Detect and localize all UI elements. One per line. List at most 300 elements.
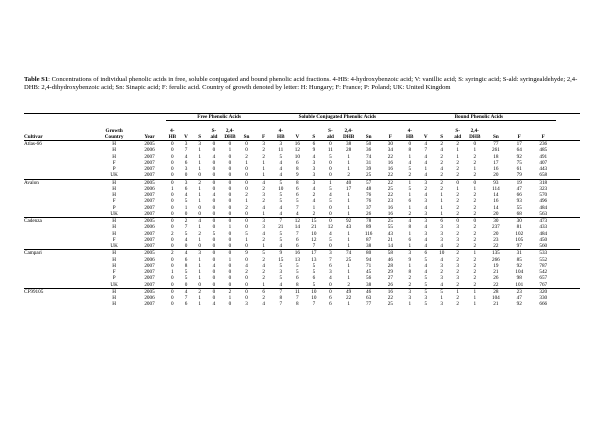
bound-value-cell: 4: [440, 243, 443, 249]
country-cell: F: [112, 159, 116, 166]
bound-value-cell: 787: [539, 262, 548, 269]
soluble-value-cell: 1: [347, 210, 350, 217]
bound-value-cell: 318: [531, 179, 556, 186]
soluble-value-cell: 10: [306, 288, 322, 295]
free-value-cell: 0: [171, 210, 174, 217]
soluble-value-cell: 3: [312, 159, 316, 166]
soluble-value-cell: 1: [347, 243, 350, 249]
bound-value-cell: 2: [456, 243, 459, 249]
soluble-value-cell: 9: [296, 172, 299, 179]
trailing-cell: [556, 172, 580, 179]
bound-value-cell: 5: [424, 281, 428, 288]
year-cell: 2007: [144, 243, 155, 249]
soluble-value-cell: 76: [366, 198, 372, 205]
free-value-cell: 0: [212, 159, 216, 166]
soluble-value-cell: 2: [347, 172, 350, 179]
bound-value-cell: 8: [408, 224, 412, 231]
free-value-cell: 0: [228, 153, 232, 160]
free-value-cell: 1: [198, 275, 202, 282]
soluble-value-cell: 7: [329, 256, 332, 263]
soluble-value-cell: 12: [294, 147, 300, 154]
bound-value-cell: 22: [493, 281, 499, 288]
bound-value-cell: 3: [440, 230, 443, 237]
bound-value-cell: 323: [539, 185, 548, 192]
free-value-cell: 0: [228, 166, 232, 172]
soluble-value-cell: 21: [278, 224, 284, 231]
year-cell: 2007: [144, 204, 155, 211]
soluble-value-cell: 3: [312, 166, 316, 172]
soluble-value-cell: 10: [278, 185, 284, 192]
soluble-value-cell: 5: [312, 269, 316, 275]
free-value-cell: 0: [171, 301, 174, 308]
bound-value-cell: 552: [539, 256, 548, 263]
soluble-value-cell: 9: [312, 147, 316, 154]
free-value-cell: 0: [245, 141, 248, 147]
free-value-cell: 5: [245, 230, 248, 237]
free-value-cell: 0: [171, 141, 174, 147]
bound-value-cell: 3: [440, 301, 443, 308]
country-cell: UK: [110, 281, 118, 288]
free-value-cell: 0: [212, 166, 216, 172]
free-value-cell: 1: [198, 153, 202, 160]
bound-value-cell: 20: [493, 230, 499, 237]
soluble-value-cell: 3: [329, 269, 332, 275]
bound-value-cell: 1: [440, 192, 443, 198]
soluble-value-cell: 92: [339, 218, 358, 225]
bound-value-cell: 16: [493, 166, 499, 172]
free-value-cell: 5: [184, 275, 188, 282]
free-value-cell: 0: [228, 172, 232, 179]
table-row: [24, 282, 580, 289]
bound-value-cell: 433: [539, 224, 548, 231]
free-value-cell: 4: [254, 179, 272, 186]
bound-value-cell: 17: [516, 141, 522, 147]
free-value-cell: 4: [212, 192, 216, 198]
free-value-cell: 6: [254, 288, 272, 295]
free-value-cell: 0: [212, 224, 216, 231]
bound-value-cell: 26: [493, 275, 499, 282]
free-value-cell: 1: [228, 147, 232, 154]
cultivar-cell: CF99105: [24, 288, 95, 295]
column-header-bottom-row: [24, 134, 580, 141]
bound-value-cell: 542: [539, 269, 548, 275]
bound-value-cell: 4: [408, 159, 412, 166]
trailing-cell: [556, 250, 580, 257]
table-row: [24, 288, 580, 295]
soluble-value-cell: 1: [347, 166, 350, 172]
soluble-value-cell: 11: [289, 288, 306, 295]
free-value-cell: 0: [207, 288, 222, 295]
country-cell: F: [112, 269, 116, 275]
free-value-cell: 1: [245, 236, 248, 243]
free-value-cell: 0: [171, 236, 174, 243]
bound-acid-header-top: 2,4-: [470, 127, 479, 134]
bound-value-cell: 2: [456, 256, 459, 263]
soluble-value-cell: 8: [289, 179, 306, 186]
soluble-value-cell: 11: [278, 147, 284, 154]
bound-value-cell: 28: [484, 288, 508, 295]
bound-value-cell: 3: [424, 230, 428, 237]
free-value-cell: 0: [212, 210, 216, 217]
free-value-cell: 0: [221, 250, 238, 257]
soluble-value-cell: 5: [329, 153, 332, 160]
bound-value-cell: 102: [515, 230, 524, 237]
cultivar-cell: [24, 243, 95, 250]
bound-value-cell: 8: [408, 147, 412, 154]
soluble-value-cell: 16: [387, 166, 393, 172]
bound-value-cell: 237: [491, 224, 500, 231]
free-value-cell: 0: [212, 198, 216, 205]
soluble-value-cell: 5: [312, 281, 316, 288]
free-value-cell: 5: [184, 230, 188, 237]
free-value-cell: 0: [228, 210, 232, 217]
soluble-value-cell: 21: [311, 224, 317, 231]
bound-value-cell: 104: [515, 269, 524, 275]
bound-value-cell: 1: [450, 288, 466, 295]
soluble-acid-header-bottom: F: [379, 134, 402, 141]
free-value-cell: 0: [228, 192, 232, 198]
free-value-cell: 2: [262, 198, 265, 205]
bound-value-cell: 3: [402, 288, 418, 295]
soluble-value-cell: 1: [347, 269, 350, 275]
trailing-cell: [556, 301, 580, 307]
bound-value-cell: 0: [473, 141, 477, 147]
bound-value-cell: 16: [493, 198, 499, 205]
bound-value-cell: 0: [408, 141, 412, 147]
free-value-cell: 4: [179, 250, 193, 257]
free-value-cell: 5: [254, 250, 272, 257]
soluble-value-cell: 4: [279, 243, 283, 249]
bound-value-cell: 2: [473, 204, 477, 211]
soluble-value-cell: 21: [387, 236, 393, 243]
free-value-cell: 0: [171, 256, 174, 263]
free-value-cell: 0: [228, 262, 232, 269]
bound-value-cell: 1: [473, 185, 477, 192]
free-value-cell: 0: [198, 243, 202, 249]
soluble-value-cell: 77: [366, 301, 372, 308]
soluble-value-cell: 7: [279, 301, 283, 308]
free-value-cell: 2: [245, 204, 248, 211]
free-value-cell: 2: [245, 192, 248, 198]
free-value-cell: 1: [262, 210, 265, 217]
soluble-value-cell: 6: [296, 236, 299, 243]
free-value-cell: 1: [228, 295, 232, 301]
bound-value-cell: 2: [450, 250, 466, 257]
free-value-cell: 0: [171, 198, 174, 205]
year-cell: 2007: [144, 275, 155, 282]
country-cell: H: [95, 250, 134, 257]
soluble-value-cell: 15: [278, 256, 284, 263]
soluble-value-cell: 17: [346, 185, 352, 192]
bound-value-cell: 2: [408, 172, 412, 179]
bound-value-cell: 135: [484, 250, 508, 257]
free-value-cell: 2: [179, 218, 193, 225]
cultivar-cell: Cadenza: [24, 218, 95, 225]
soluble-value-cell: 4: [279, 166, 283, 172]
soluble-value-cell: 29: [387, 269, 393, 275]
bound-value-cell: 3: [456, 224, 459, 231]
bound-value-cell: 20: [493, 210, 499, 217]
bound-value-cell: 1: [408, 301, 412, 308]
free-value-cell: 1: [262, 243, 265, 249]
bound-value-cell: 2: [473, 269, 477, 275]
soluble-acid-header-top: 4-: [278, 127, 283, 134]
bound-value-cell: 2: [408, 281, 412, 288]
free-value-cell: 0: [171, 262, 174, 269]
year-cell: 2006: [144, 224, 155, 231]
bound-value-cell: 23: [493, 236, 499, 243]
free-value-cell: 0: [184, 281, 188, 288]
cultivar-cell: [24, 211, 95, 218]
soluble-value-cell: 5: [279, 236, 283, 243]
bound-value-cell: 3: [456, 236, 459, 243]
bound-value-cell: 4: [440, 281, 443, 288]
free-value-cell: 1: [198, 192, 202, 198]
bound-value-cell: 1: [408, 153, 412, 160]
country-cell: H: [95, 179, 134, 186]
year-cell: 2007: [144, 153, 155, 160]
soluble-value-cell: 48: [366, 185, 372, 192]
bound-value-cell: 1: [473, 301, 477, 308]
bound-value-cell: 6: [408, 236, 412, 243]
free-value-cell: 1: [245, 159, 248, 166]
bound-value-cell: 3: [424, 210, 428, 217]
bound-value-cell: 19: [493, 262, 499, 269]
bound-value-cell: 5: [418, 288, 434, 295]
bound-value-cell: 2: [473, 281, 477, 288]
bound-value-cell: 2: [456, 141, 459, 147]
bound-value-cell: 10: [434, 250, 450, 257]
bound-value-cell: 4: [440, 256, 443, 263]
soluble-value-cell: 26: [366, 210, 372, 217]
bound-value-cell: 1: [424, 166, 428, 172]
bound-value-cell: 1: [473, 147, 477, 154]
bound-value-cell: 2: [456, 295, 459, 301]
soluble-acid-header-top: S-: [328, 127, 333, 134]
bound-value-cell: 1: [440, 198, 443, 205]
free-value-cell: 6: [184, 159, 188, 166]
soluble-value-cell: 6: [329, 262, 332, 269]
soluble-value-cell: 27: [387, 275, 393, 282]
bound-value-cell: 1: [402, 179, 418, 186]
bound-value-cell: 101: [515, 281, 524, 288]
soluble-value-cell: 11: [327, 147, 333, 154]
bound-value-cell: 9: [408, 256, 412, 263]
year-cell: 2006: [144, 185, 155, 192]
bound-value-cell: 93: [484, 179, 508, 186]
bound-value-cell: 5: [424, 256, 428, 263]
trailing-cell: [556, 141, 580, 148]
soluble-value-cell: 16: [294, 141, 300, 147]
header-spacer: [24, 121, 580, 128]
soluble-value-cell: 0: [329, 243, 332, 249]
free-value-cell: 1: [198, 166, 202, 172]
soluble-value-cell: 25: [387, 185, 393, 192]
bound-value-cell: 443: [539, 166, 548, 172]
table-row: [24, 141, 580, 148]
free-value-cell: 1: [198, 185, 202, 192]
bound-value-cell: 4: [424, 224, 428, 231]
free-value-cell: 1: [262, 166, 265, 172]
soluble-acid-header-bottom: Sn: [358, 134, 379, 141]
country-cell: H: [112, 185, 117, 192]
group-header-bound: Bound Phenolic Acids: [402, 114, 556, 121]
free-value-cell: 1: [228, 256, 232, 263]
year-cell: 2007: [144, 230, 155, 237]
bound-value-cell: 18: [493, 153, 499, 160]
bound-value-cell: 3: [424, 198, 428, 205]
soluble-value-cell: 4: [329, 230, 332, 237]
soluble-value-cell: 6: [312, 275, 316, 282]
bound-value-cell: 4: [402, 218, 418, 225]
bound-value-cell: 407: [539, 159, 548, 166]
soluble-value-cell: 74: [366, 153, 372, 160]
free-value-cell: 2: [262, 275, 265, 282]
soluble-value-cell: 0: [322, 218, 339, 225]
free-value-cell: 0: [198, 204, 202, 211]
soluble-value-cell: 1: [347, 301, 350, 308]
soluble-value-cell: 7: [273, 218, 289, 225]
bound-acid-header-bottom: ald: [450, 134, 466, 141]
bound-value-cell: 0: [466, 218, 484, 225]
free-value-cell: 0: [212, 185, 216, 192]
free-value-cell: 3: [262, 224, 265, 231]
country-cell: UK: [110, 172, 118, 179]
soluble-value-cell: 6: [312, 141, 316, 147]
free-value-cell: 2: [262, 153, 265, 160]
soluble-value-cell: 5: [279, 153, 283, 160]
soluble-value-cell: 74: [339, 250, 358, 257]
soluble-value-cell: 8: [296, 301, 299, 308]
soluble-value-cell: 0: [329, 141, 332, 147]
soluble-value-cell: 0: [329, 172, 332, 179]
free-value-cell: 0: [228, 198, 232, 205]
bound-value-cell: 2: [473, 236, 477, 243]
bound-value-cell: 104: [491, 295, 500, 301]
bound-value-cell: 92: [516, 301, 522, 308]
free-acid-header-top: S-: [211, 127, 217, 134]
free-value-cell: 0: [239, 218, 255, 225]
soluble-value-cell: 6: [296, 192, 299, 198]
free-value-cell: 0: [228, 230, 232, 237]
bound-value-cell: 484: [539, 204, 548, 211]
bound-value-cell: 473: [531, 218, 556, 225]
soluble-value-cell: 10: [311, 230, 317, 237]
bound-value-cell: 2: [456, 281, 459, 288]
cultivar-cell: [24, 282, 95, 289]
soluble-value-cell: 56: [366, 275, 372, 282]
bound-value-cell: 114: [492, 185, 500, 192]
bound-value-cell: 92: [516, 262, 522, 269]
free-value-cell: 0: [171, 224, 174, 231]
free-value-cell: 3: [184, 141, 188, 147]
bound-value-cell: 236: [539, 141, 548, 147]
table-row: [24, 218, 580, 225]
bound-value-cell: 2: [473, 198, 477, 205]
soluble-value-cell: 46: [387, 256, 393, 263]
soluble-value-cell: 50: [366, 141, 372, 147]
bound-value-cell: 30: [508, 218, 531, 225]
year-cell: 2007: [144, 210, 155, 217]
bound-value-cell: 23: [508, 288, 531, 295]
year-cell: 2007: [144, 172, 155, 179]
soluble-value-cell: 6: [296, 275, 299, 282]
bound-value-cell: 1: [440, 210, 443, 217]
table-body: [24, 141, 580, 308]
bound-value-cell: 570: [539, 192, 548, 198]
bound-value-cell: 3: [424, 295, 428, 301]
cultivar-cell: [24, 172, 95, 179]
bound-value-cell: 79: [516, 172, 522, 179]
soluble-value-cell: 38: [346, 141, 352, 147]
free-value-cell: 0: [207, 218, 222, 225]
soluble-value-cell: 55: [387, 224, 393, 231]
bound-value-cell: 4: [424, 204, 428, 211]
bound-value-cell: 5: [408, 185, 412, 192]
soluble-value-cell: 4: [312, 198, 316, 205]
bound-value-cell: 2: [434, 179, 450, 186]
free-value-cell: 0: [221, 218, 238, 225]
bound-acid-header-bottom: V: [418, 134, 434, 141]
free-value-cell: 2: [198, 230, 202, 237]
free-value-cell: 0: [228, 281, 232, 288]
year-cell: 2006: [144, 256, 155, 263]
bound-value-cell: 4: [424, 159, 428, 166]
free-value-cell: 0: [198, 281, 202, 288]
bound-value-cell: 560: [539, 243, 548, 249]
bound-acid-header-top: S-: [455, 127, 460, 134]
soluble-value-cell: 8: [296, 166, 299, 172]
free-value-cell: 0: [228, 301, 232, 308]
caption-label: Table S1: [24, 76, 49, 83]
growth-country-header-top: Growth: [105, 127, 123, 134]
soluble-value-cell: 6: [296, 159, 299, 166]
soluble-value-cell: 38: [366, 243, 372, 249]
soluble-value-cell: 13: [294, 256, 300, 263]
free-value-cell: 0: [212, 147, 216, 154]
bound-value-cell: 3: [440, 262, 443, 269]
soluble-value-cell: 16: [379, 288, 402, 295]
free-value-cell: 3: [245, 301, 248, 308]
soluble-value-cell: 1: [347, 198, 350, 205]
country-cell: H: [112, 262, 117, 269]
free-value-cell: 0: [212, 204, 216, 211]
free-value-cell: 2: [166, 250, 180, 257]
soluble-value-cell: 43: [346, 224, 352, 231]
soluble-value-cell: 5: [279, 275, 283, 282]
soluble-value-cell: 4: [279, 204, 283, 211]
free-value-cell: 0: [184, 243, 188, 249]
soluble-value-cell: 4: [279, 159, 283, 166]
free-value-cell: 0: [239, 288, 255, 295]
free-value-cell: 2: [193, 288, 207, 295]
free-value-cell: 0: [171, 153, 174, 160]
soluble-value-cell: 0: [322, 288, 339, 295]
soluble-value-cell: 94: [366, 256, 372, 263]
free-value-cell: 7: [184, 147, 188, 154]
free-value-cell: 6: [184, 256, 188, 263]
bound-value-cell: 92: [516, 153, 522, 160]
soluble-value-cell: 25: [366, 172, 372, 179]
bound-value-cell: 330: [539, 295, 548, 301]
free-value-cell: 0: [245, 281, 248, 288]
free-value-cell: 0: [245, 275, 248, 282]
bound-value-cell: 77: [493, 141, 499, 147]
bound-value-cell: 4: [440, 147, 443, 154]
bound-value-cell: 0: [466, 179, 484, 186]
bound-value-cell: 14: [493, 204, 499, 211]
country-cell: UK: [110, 243, 118, 249]
